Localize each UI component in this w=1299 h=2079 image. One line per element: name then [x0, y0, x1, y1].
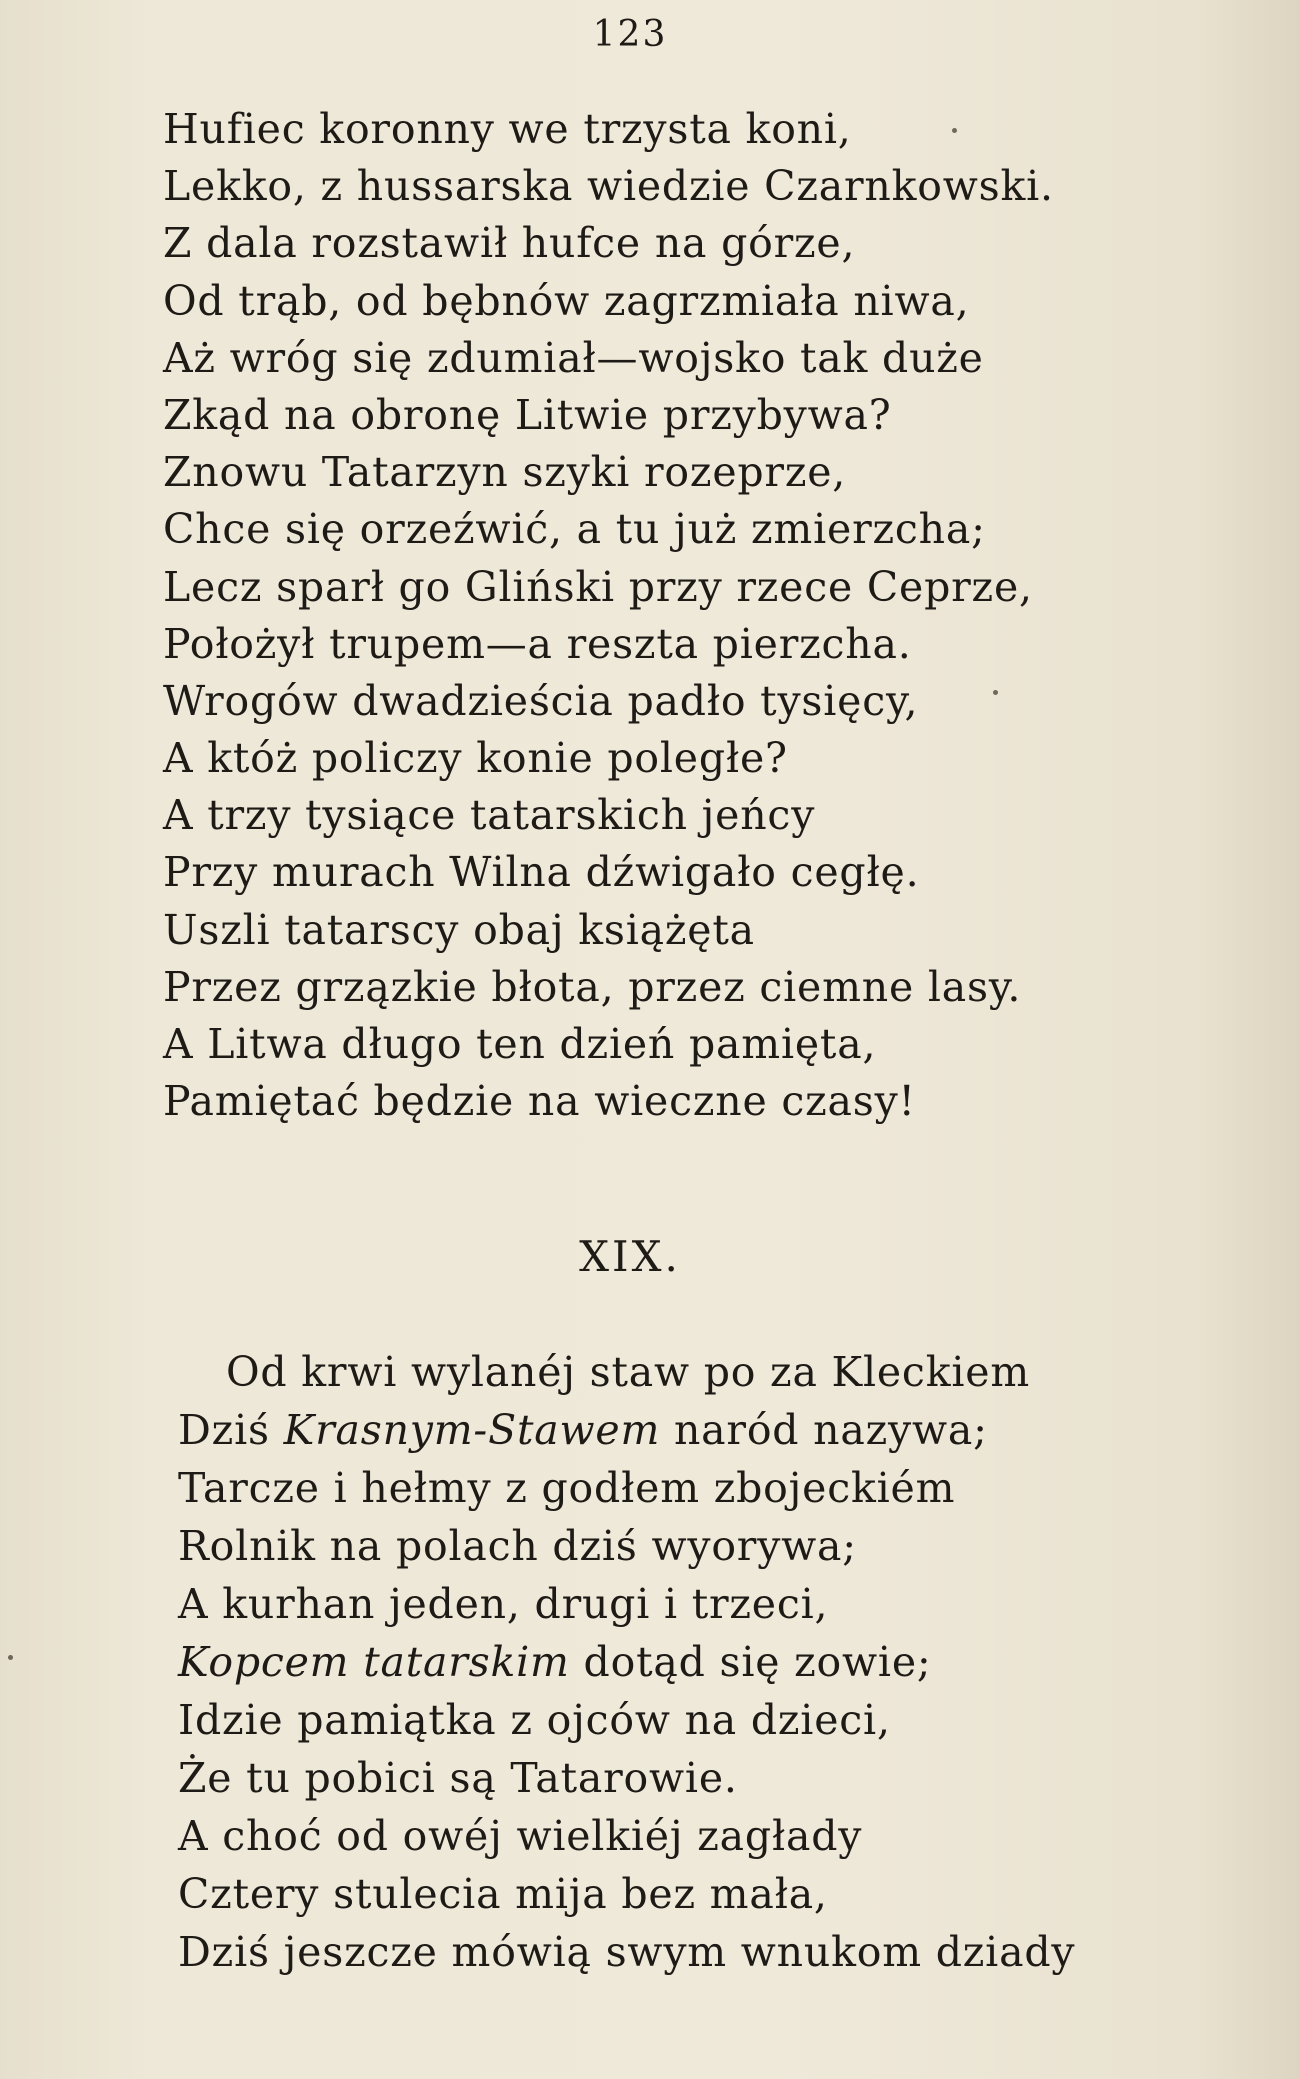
italic-place-name: Kopcem tatarskim	[178, 1638, 570, 1686]
verse-line: Przy murach Wilna dźwigało cegłę.	[163, 848, 920, 897]
verse-line: Znowu Tatarzyn szyki rozeprze,	[163, 448, 847, 497]
verse-line: A kurhan jeden, drugi i trzeci,	[178, 1580, 829, 1628]
verse-line	[178, 1633, 1075, 1691]
poem-stanza-1	[163, 101, 1054, 1130]
section-heading: XIX.	[579, 1232, 681, 1281]
verse-line: A choć od owéj wielkiéj zagłady	[178, 1812, 863, 1860]
verse-line: Pamiętać będzie na wieczne czasy!	[163, 1077, 916, 1126]
verse-line: Zkąd na obronę Litwie przybywa?	[163, 390, 892, 439]
verse-text: naród nazywa;	[660, 1406, 988, 1454]
paper-speck	[8, 1655, 13, 1660]
verse-text: dotąd się zowie;	[569, 1638, 932, 1686]
verse-line: A Litwa długo ten dzień pamięta,	[163, 1020, 877, 1068]
verse-line	[178, 1401, 1075, 1459]
verse-line: Od trąb, od bębnów zagrzmiała niwa,	[163, 276, 970, 325]
verse-line: Chce się orzeźwić, a tu już zmierzcha;	[163, 505, 986, 554]
verse-line: Położył trupem—a reszta pierzcha.	[163, 619, 912, 668]
verse-line: Uszli tatarscy obaj książęta	[163, 905, 755, 954]
verse-line: Wrogów dwadzieścia padło tysięcy,	[163, 676, 919, 725]
verse-line: A któż policzy konie poległe?	[163, 734, 788, 783]
verse-line: Cztery stulecia mija bez mała,	[178, 1870, 828, 1918]
verse-text: Dziś	[178, 1406, 284, 1454]
verse-line: Idzie pamiątka z ojców na dzieci,	[178, 1696, 891, 1744]
italic-place-name: Krasnym-Stawem	[283, 1406, 661, 1454]
verse-line: Tarcze i hełmy z godłem zbojeckiém	[178, 1464, 956, 1512]
verse-line: Przez grzązkie błota, przez ciemne lasy.	[163, 962, 1022, 1011]
verse-line: Z dala rozstawił hufce na górze,	[163, 219, 856, 268]
paper-speck	[993, 690, 998, 695]
poem-stanza-2	[178, 1343, 1075, 1981]
verse-line: A trzy tysiące tatarskich jeńcy	[163, 791, 816, 840]
page-number: 123	[592, 14, 668, 55]
verse-line: Dziś jeszcze mówią swym wnukom dziady	[178, 1928, 1076, 1976]
verse-line: Rolnik na polach dziś wyorywa;	[178, 1522, 857, 1570]
verse-line: Od krwi wylanéj staw po za Kleckiem	[226, 1348, 1030, 1396]
verse-line: Lekko, z hussarska wiedzie Czarnkowski.	[163, 162, 1054, 211]
paper-speck	[952, 128, 957, 133]
verse-line: Hufiec koronny we trzysta koni,	[163, 105, 852, 153]
verse-line: Że tu pobici są Tatarowie.	[178, 1754, 738, 1802]
verse-line: Aż wróg się zdumiał—wojsko tak duże	[163, 333, 984, 382]
verse-line: Lecz sparł go Gliński przy rzece Ceprze,	[163, 562, 1033, 611]
